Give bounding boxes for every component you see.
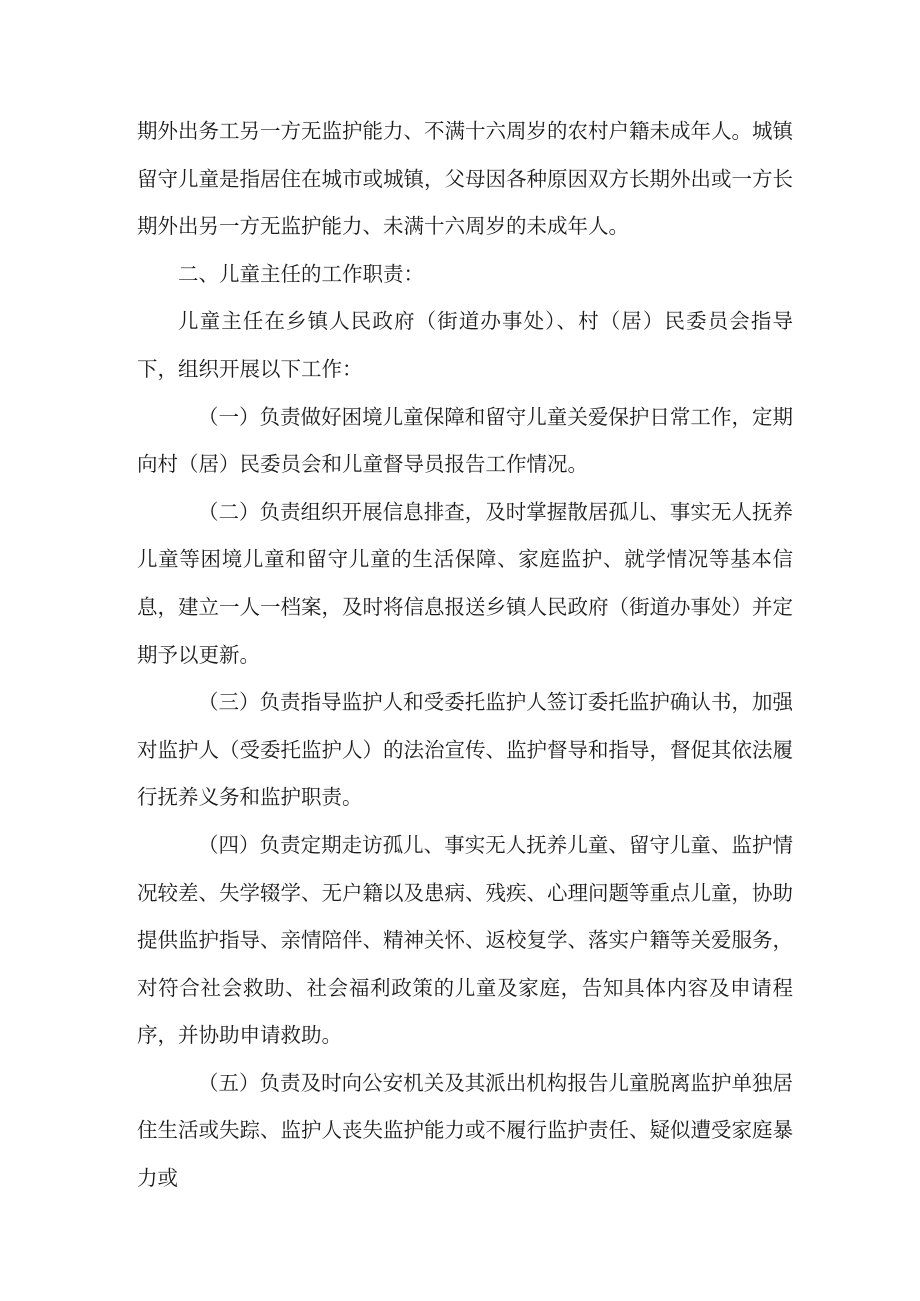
- paragraph-continuation: 期外出务工另一方无监护能力、不满十六周岁的农村户籍未成年人。城镇留守儿童是指居住在城市或城镇，父母因各种原因双方长期外出或一方长期外出另一方无监护能力、未满十六周岁的未成年人。: [137, 119, 793, 239]
- list-item-3: （三）负责指导监护人和受委托监护人签订委托监护确认书，加强对监护人（受委托监护人）的法治宣传、监护督导和指导，督促其依法履行抚养义务和监护职责。: [137, 690, 793, 810]
- section-heading: 二、儿童主任的工作职责：: [178, 261, 424, 286]
- list-item-2: （二）负责组织开展信息排查，及时掌握散居孤儿、事实无人抚养儿童等困境儿童和留守儿童的生活保障、家庭监护、就学情况等基本信息，建立一人一档案，及时将信息报送乡镇人民政府（街道办事处）并定期予以更新。: [137, 499, 793, 667]
- paragraph-intro: 儿童主任在乡镇人民政府（街道办事处）、村（居）民委员会指导下，组织开展以下工作：: [137, 309, 793, 381]
- list-item-4: （四）负责定期走访孤儿、事实无人抚养儿童、留守儿童、监护情况较差、失学辍学、无户籍以及患病、残疾、心理问题等重点儿童，协助提供监护指导、亲情陪伴、精神关怀、返校复学、落实户籍等关爱服务，对符合社会救助、社会福利政策的儿童及家庭，告知具体内容及申请程序，并协助申请救助。: [137, 832, 793, 1048]
- list-item-1: （一）负责做好困境儿童保障和留守儿童关爱保护日常工作，定期向村（居）民委员会和儿童督导员报告工作情况。: [137, 404, 793, 477]
- list-item-5: （五）负责及时向公安机关及其派出机构报告儿童脱离监护单独居住生活或失踪、监护人丧失监护能力或不履行监护责任、疑似遭受家庭暴力或: [137, 1070, 793, 1191]
- document-body: [137, 108, 793, 1203]
